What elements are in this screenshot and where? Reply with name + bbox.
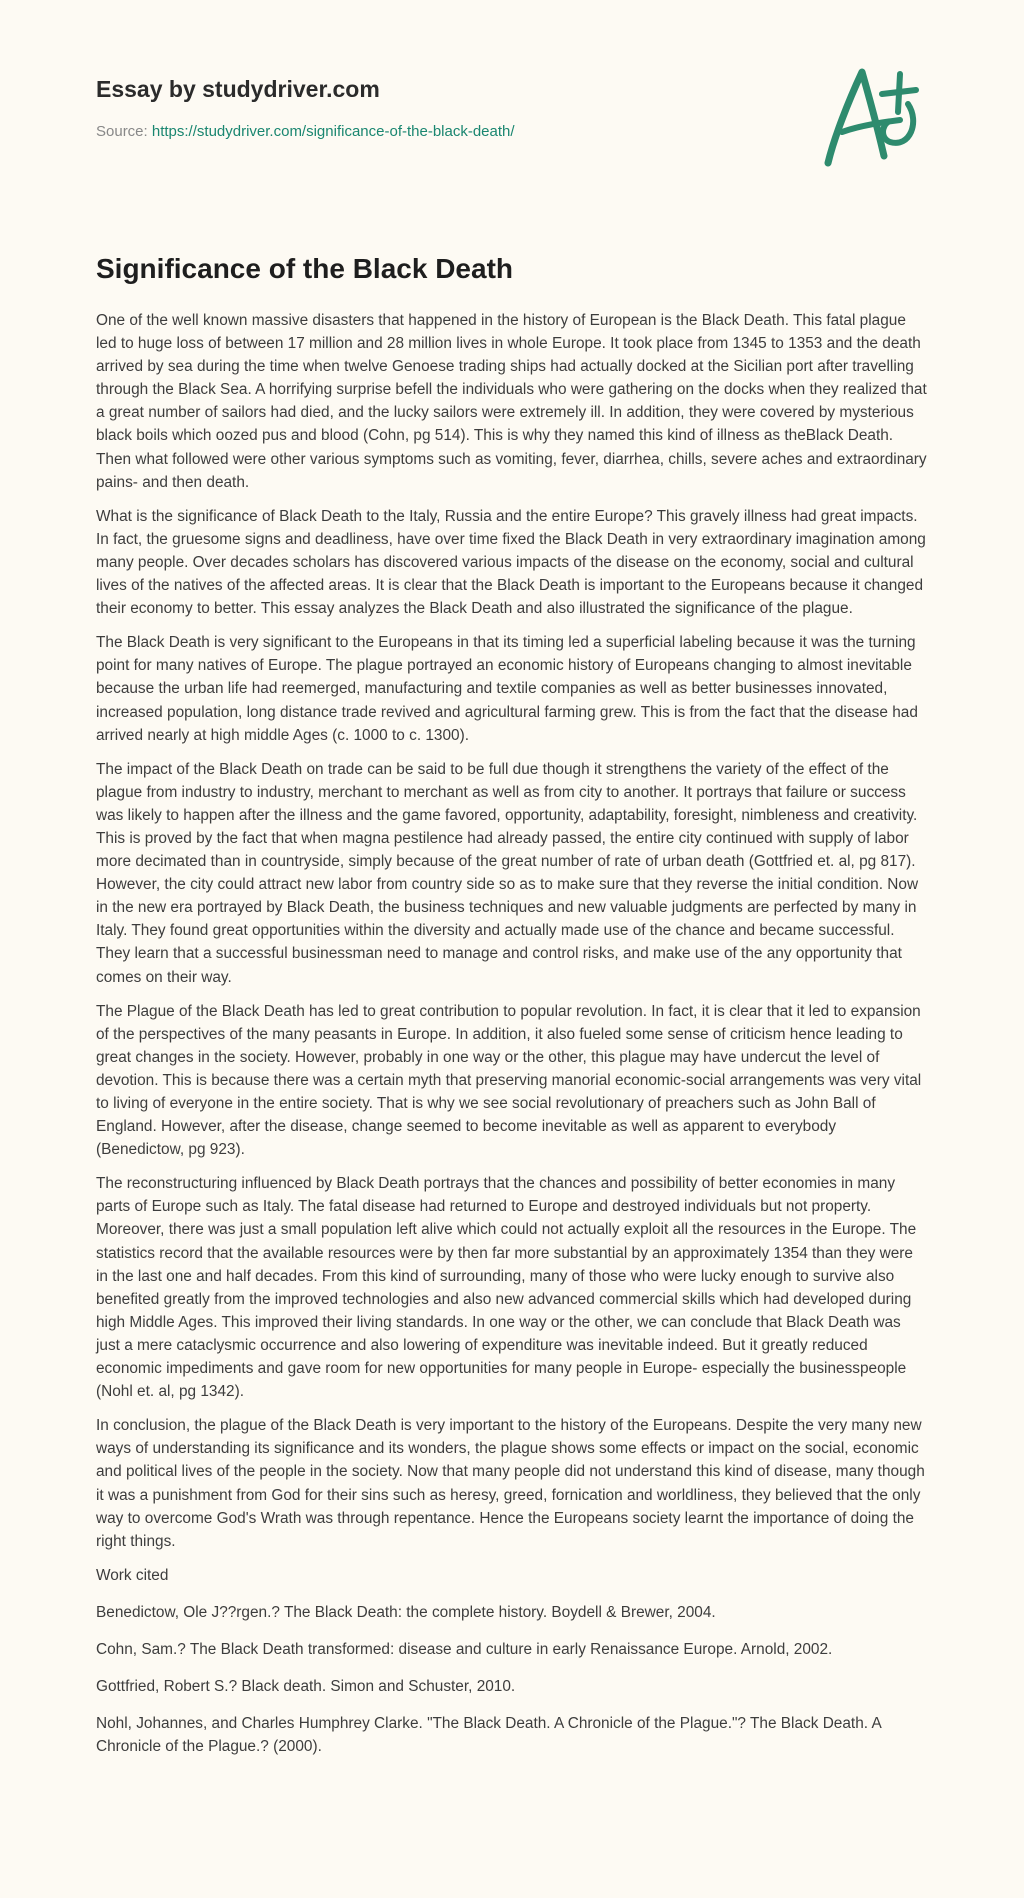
page-header <box>96 74 816 142</box>
paragraph: In conclusion, the plague of the Black Death is very important to the history of the Europeans. Despite the very many new ways of understanding its significance and its wonders, the plague shows some effects or impact on the social, economic and political lives of the people in the society. Now that many people did not understand this kind of disease, many though it was a punishment from God for their sins such as heresy, greed, fornication and worldliness, they believed that the only way to overcome God's Wrath was through repentance. Hence the Europeans society learnt the importance of doing the right things. <box>96 1417 925 1550</box>
citation: Gottfried, Robert S.? Black death. Simon and Schuster, 2010. <box>96 1678 516 1696</box>
paragraph: The Black Death is very significant to the Europeans in that its timing led a superficial labeling because it was the turning point for many natives of Europe. The plague portrayed an economic history of Europeans changing to almost inevitable because the urban life had reemerged, manufacturing and textile companies as well as better businesses innovated, increased population, long distance trade revived and agricultural farming grew. This is from the fact that the disease had arrived nearly at high middle Ages (c. 1000 to c. 1300). <box>96 634 918 744</box>
site-title: Essay by studydriver.com <box>96 76 380 102</box>
essay-article <box>96 251 928 1772</box>
source-line <box>96 122 816 142</box>
essay-title: Significance of the Black Death <box>96 253 513 284</box>
a-plus-logo-icon <box>818 66 928 170</box>
citation: Benedictow, Ole J??rgen.? The Black Death: the complete history. Boydell & Brewer, 2004. <box>96 1603 716 1621</box>
works-cited-heading: Work cited <box>96 1566 169 1584</box>
source-label: Source: <box>96 123 148 140</box>
citation: Nohl, Johannes, and Charles Humphrey Clarke. "The Black Death. A Chronicle of the Plague."? The Black Death. A Chronicle of the Plague.? (2000). <box>96 1715 881 1756</box>
paragraph: One of the well known massive disasters that happened in the history of European is the Black Death. This fatal plague led to huge loss of between 17 million and 28 million lives in whole Europe. It took place from 1345 to 1353 and the death arrived by sea during the time when twelve Genoese trading ships had actually docked at the Sicilian port after travelling through the Black Sea. A horrifying surprise befell the individuals who were gathering on the docks when they realized that a great number of sailors had died, and the lucky sailors were extremely ill. In addition, they were covered by mysterious black boils which oozed pus and blood (Cohn, pg 514). This is why they named this kind of illness as theBlack Death. Then what followed were other various symptoms such as vomiting, fever, diarrhea, chills, severe aches and extraordinary pains- and then death. <box>96 312 927 491</box>
paragraph: The impact of the Black Death on trade can be said to be full due though it strengthens the variety of the effect of the plague from industry to industry, merchant to merchant as well as from city to another. It portrays that failure or success was likely to happen after the illness and the game favored, opportunity, adaptability, foresight, nimbleness and creativity. This is proved by the fact that when magna pestilence had already passed, the entire city continued with supply of labor more decimated than in countryside, simply because of the great number of rate of urban death (Gottfried et. al, pg 817). However, the city could attract new labor from country side so as to make sure that they reverse the initial condition. Now in the new era portrayed by Black Death, the business techniques and new valuable judgments are perfected by many in Italy. They found great opportunities within the diversity and actually made use of the chance and became successful. They learn that a successful businessman need to manage and control risks, and make use of the any opportunity that comes on their way. <box>96 760 919 986</box>
paragraph: The reconstructuring influenced by Black Death portrays that the chances and possibility of better economies in many parts of Europe such as Italy. The fatal disease had returned to Europe and destroyed individuals but not property. Moreover, there was just a small population left alive which could not actually exploit all the resources in the Europe. The statistics record that the available resources were by then far more substantial by an approximately 1354 than they were in the last one and half decades. From this kind of surrounding, many of those who were lucky enough to survive also benefited greatly from the improved technologies and also new advanced commercial skills which had developed during high Middle Ages. This improved their living standards. In one way or the other, we can conclude that Black Death was just a mere cataclysmic occurrence and also lowering of expenditure was inevitable indeed. But it greatly reduced economic impediments and gave room for new opportunities for many people in Europe- especially the businesspeople (Nohl et. al, pg 1342). <box>96 1175 917 1401</box>
a-plus-logo <box>818 66 928 170</box>
paragraph: The Plague of the Black Death has led to great contribution to popular revolution. In fact, it is clear that it led to expansion of the perspectives of the many peasants in Europe. In addition, it also fueled some sense of criticism hence leading to great changes in the society. However, probably in one way or the other, this plague may have undercut the level of devotion. This is because there was a certain myth that preserving manorial economic-social arrangements was very vital to living of everyone in the entire society. That is why we see social revolutionary of preachers such as John Ball of England. However, after the disease, change seemed to become inevitable as well as apparent to everybody (Benedictow, pg 923). <box>96 1002 922 1159</box>
paragraph: What is the significance of Black Death to the Italy, Russia and the entire Europe? This gravely illness had great impacts. In fact, the gruesome signs and deadliness, have over time fixed the Black Death in very extraordinary imagination among many people. Over decades scholars has discovered various impacts of the disease on the economy, social and cultural lives of the natives of the affected areas. It is clear that the Black Death is important to the Europeans because it changed their economy to better. This essay analyzes the Black Death and also illustrated the significance of the plague. <box>96 507 926 618</box>
citation: Cohn, Sam.? The Black Death transformed: disease and culture in early Renaissance Europe. Arnold, 2002. <box>96 1640 833 1658</box>
source-link[interactable]: https://studydriver.com/significance-of-the-black-death/ <box>151 123 515 140</box>
